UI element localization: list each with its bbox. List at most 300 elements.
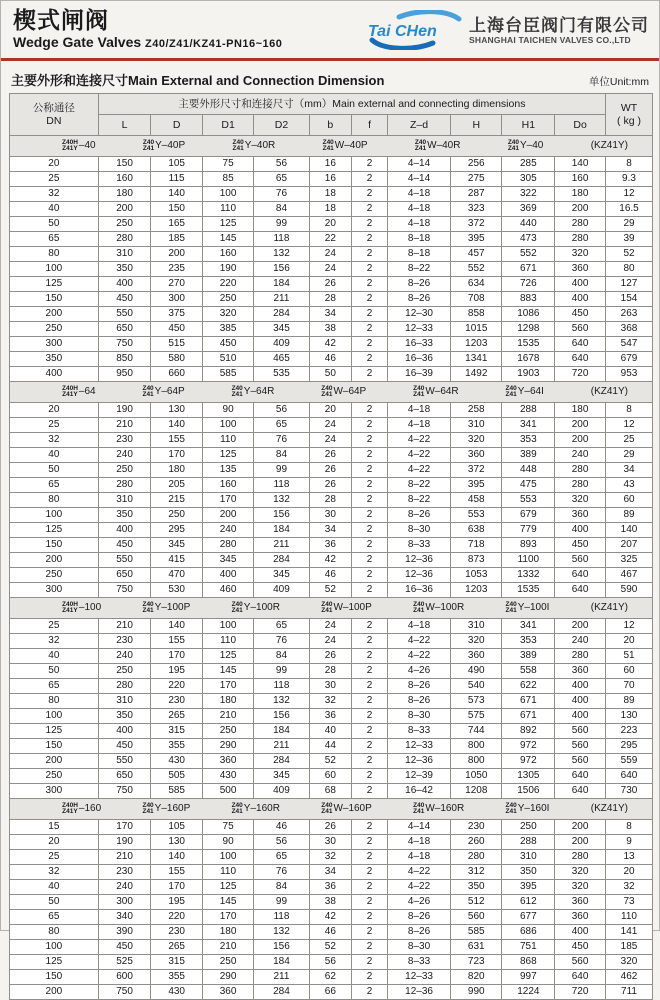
table-cell: 110 (202, 202, 253, 217)
table-cell: 360 (555, 910, 606, 925)
table-cell: 12–36 (388, 985, 451, 1000)
table-cell: 185 (606, 940, 653, 955)
table-cell: 25 (10, 619, 99, 634)
table-cell: 76 (254, 187, 309, 202)
table-cell: 250 (10, 769, 99, 784)
table-cell: 640 (555, 583, 606, 598)
table-cell: 1050 (451, 769, 502, 784)
table-cell: 2 (352, 403, 388, 418)
table-cell: 150 (98, 157, 151, 172)
table-cell: 280 (555, 232, 606, 247)
table-cell: 4–14 (388, 172, 451, 187)
table-cell: 16–33 (388, 337, 451, 352)
table-cell: 2 (352, 925, 388, 940)
table-cell: 2 (352, 553, 388, 568)
table-cell: 20 (309, 217, 351, 232)
table-cell: 350 (98, 709, 151, 724)
table-cell: 8–26 (388, 292, 451, 307)
table-cell: 84 (254, 448, 309, 463)
table-row (10, 307, 653, 322)
table-cell: 280 (555, 649, 606, 664)
table-cell: 60 (606, 493, 653, 508)
table-cell: 600 (98, 970, 151, 985)
column-header: H1 (502, 115, 555, 136)
wt-column-header (606, 94, 653, 136)
table-cell: 723 (451, 955, 502, 970)
table-cell: 260 (451, 835, 502, 850)
table-cell: 2 (352, 679, 388, 694)
table-cell: 640 (555, 352, 606, 367)
table-cell: 8 (606, 403, 653, 418)
table-cell: 2 (352, 478, 388, 493)
table-cell: 320 (202, 307, 253, 322)
table-row (10, 754, 653, 769)
table-cell: 650 (98, 769, 151, 784)
table-cell: 320 (555, 493, 606, 508)
table-cell: 1208 (451, 784, 502, 799)
table-cell: 350 (451, 880, 502, 895)
table-cell: 2 (352, 172, 388, 187)
model-designation: Z40 Z41 Y–100P (142, 601, 191, 614)
table-cell: 30 (309, 835, 351, 850)
model-designation: Z40 Z41 Y–160P (142, 802, 191, 815)
column-header: D1 (202, 115, 253, 136)
table-cell: 720 (555, 985, 606, 1000)
table-cell: 190 (202, 262, 253, 277)
table-cell: 530 (151, 583, 202, 598)
table-cell: 223 (606, 724, 653, 739)
table-cell: 42 (309, 553, 351, 568)
table-head-row-1 (10, 94, 653, 115)
table-cell: 2 (352, 538, 388, 553)
model-designation: Z40 Z41 Y–100I (505, 601, 550, 614)
company-block (469, 16, 649, 45)
table-cell: 345 (202, 553, 253, 568)
table-cell: 400 (555, 709, 606, 724)
table-cell: 284 (254, 553, 309, 568)
table-cell: 2 (352, 724, 388, 739)
table-cell: 450 (98, 292, 151, 307)
table-cell: 230 (151, 694, 202, 709)
table-cell: 20 (309, 403, 351, 418)
table-cell: 24 (309, 634, 351, 649)
model-designation: Z40 Z41 W–64R (413, 385, 459, 398)
table-cell: 26 (309, 649, 351, 664)
table-row (10, 538, 653, 553)
table-cell: 207 (606, 538, 653, 553)
model-designation: Z40 Z41 W–64P (321, 385, 367, 398)
table-cell: 230 (451, 820, 502, 835)
model-designation: Z40 Z41 Y–64R (231, 385, 275, 398)
table-cell: 75 (202, 157, 253, 172)
table-cell: 858 (451, 307, 502, 322)
table-cell: 372 (451, 217, 502, 232)
table-cell: 300 (10, 337, 99, 352)
table-cell: 525 (98, 955, 151, 970)
table-cell: 345 (254, 322, 309, 337)
table-cell: 505 (151, 769, 202, 784)
table-cell: 30 (309, 508, 351, 523)
table-cell: 200 (10, 553, 99, 568)
table-cell: 40 (309, 724, 351, 739)
table-cell: 100 (10, 262, 99, 277)
table-row (10, 694, 653, 709)
table-cell: 4–26 (388, 664, 451, 679)
table-cell: 2 (352, 709, 388, 724)
table-cell: 1203 (451, 337, 502, 352)
table-cell: 1305 (502, 769, 555, 784)
table-cell: 20 (10, 403, 99, 418)
table-cell: 80 (10, 493, 99, 508)
table-cell: 2 (352, 910, 388, 925)
table-cell: 184 (254, 724, 309, 739)
table-cell: 12–36 (388, 553, 451, 568)
model-designation: (KZ41Y) (590, 140, 628, 151)
table-cell: 76 (254, 433, 309, 448)
table-cell: 450 (98, 538, 151, 553)
table-cell: 552 (502, 247, 555, 262)
table-cell: 160 (202, 478, 253, 493)
table-cell: 211 (254, 538, 309, 553)
table-cell: 42 (309, 910, 351, 925)
table-cell: 125 (202, 649, 253, 664)
table-row (10, 262, 653, 277)
table-cell: 355 (151, 970, 202, 985)
table-cell: 800 (451, 754, 502, 769)
table-cell: 510 (202, 352, 253, 367)
table-cell: 500 (202, 784, 253, 799)
table-cell: 180 (202, 925, 253, 940)
table-cell: 16–42 (388, 784, 451, 799)
table-cell: 195 (151, 895, 202, 910)
table-cell: 2 (352, 850, 388, 865)
table-cell: 8–18 (388, 232, 451, 247)
table-cell: 12 (606, 187, 653, 202)
table-cell: 32 (10, 187, 99, 202)
table-cell: 622 (502, 679, 555, 694)
table-row (10, 850, 653, 865)
model-designation: Z40 Z41 W–40P (322, 139, 368, 152)
table-cell: 560 (555, 553, 606, 568)
table-cell: 140 (606, 523, 653, 538)
dn-label-cn: 公称通径 (32, 101, 75, 114)
table-cell: 990 (451, 985, 502, 1000)
table-cell: 99 (254, 895, 309, 910)
table-cell: 250 (202, 724, 253, 739)
table-cell: 150 (151, 202, 202, 217)
table-cell: 1224 (502, 985, 555, 1000)
table-cell: 195 (151, 664, 202, 679)
table-cell: 400 (98, 724, 151, 739)
table-cell: 4–22 (388, 433, 451, 448)
table-cell: 40 (10, 448, 99, 463)
table-cell: 140 (555, 157, 606, 172)
table-cell: 369 (502, 202, 555, 217)
table-cell: 8–26 (388, 694, 451, 709)
table-cell: 280 (451, 850, 502, 865)
table-cell: 141 (606, 925, 653, 940)
table-row (10, 337, 653, 352)
table-cell: 4–18 (388, 835, 451, 850)
table-cell: 2 (352, 955, 388, 970)
table-row (10, 865, 653, 880)
table-cell: 1203 (451, 583, 502, 598)
table-row (10, 649, 653, 664)
table-cell: 110 (202, 433, 253, 448)
table-row (10, 985, 653, 1000)
table-cell: 40 (10, 202, 99, 217)
table-cell: 726 (502, 277, 555, 292)
table-cell: 89 (606, 694, 653, 709)
table-cell: 99 (254, 664, 309, 679)
table-cell: 820 (451, 970, 502, 985)
table-cell: 220 (202, 277, 253, 292)
table-cell: 320 (555, 247, 606, 262)
table-cell: 140 (151, 418, 202, 433)
table-cell: 779 (502, 523, 555, 538)
table-cell: 395 (451, 232, 502, 247)
table-cell: 9.3 (606, 172, 653, 187)
table-cell: 210 (98, 619, 151, 634)
table-cell: 200 (202, 508, 253, 523)
table-cell: 1903 (502, 367, 555, 382)
table-row (10, 463, 653, 478)
table-cell: 155 (151, 433, 202, 448)
table-cell: 2 (352, 649, 388, 664)
table-cell: 2 (352, 895, 388, 910)
table-cell: 8–18 (388, 247, 451, 262)
table-cell: 2 (352, 985, 388, 1000)
table-row (10, 679, 653, 694)
table-cell: 205 (151, 478, 202, 493)
wt-label: WT (620, 101, 638, 114)
table-cell: 275 (451, 172, 502, 187)
table-cell: 46 (309, 925, 351, 940)
table-cell: 65 (254, 850, 309, 865)
table-cell: 80 (10, 247, 99, 262)
table-cell: 250 (502, 820, 555, 835)
table-cell: 345 (151, 538, 202, 553)
table-cell: 230 (98, 433, 151, 448)
table-cell: 12–30 (388, 307, 451, 322)
table-row (10, 217, 653, 232)
table-cell: 4–14 (388, 157, 451, 172)
table-cell: 2 (352, 820, 388, 835)
table-cell: 52 (309, 583, 351, 598)
table-row (10, 568, 653, 583)
table-cell: 315 (151, 955, 202, 970)
table-cell: 211 (254, 292, 309, 307)
table-cell: 40 (10, 880, 99, 895)
table-row (10, 508, 653, 523)
table-cell: 288 (502, 403, 555, 418)
table-cell: 32 (10, 634, 99, 649)
table-cell: 465 (254, 352, 309, 367)
table-cell: 638 (451, 523, 502, 538)
column-header: Do (555, 115, 606, 136)
table-cell: 310 (451, 619, 502, 634)
table-cell: 560 (555, 955, 606, 970)
table-cell: 280 (98, 478, 151, 493)
table-cell: 4–18 (388, 403, 451, 418)
table-cell: 360 (451, 448, 502, 463)
table-row (10, 493, 653, 508)
table-cell: 12–33 (388, 739, 451, 754)
table-cell: 553 (502, 493, 555, 508)
table-cell: 997 (502, 970, 555, 985)
table-cell: 560 (451, 910, 502, 925)
table-cell: 46 (254, 820, 309, 835)
table-row (10, 880, 653, 895)
table-cell: 8–30 (388, 709, 451, 724)
table-cell: 4–22 (388, 649, 451, 664)
table-cell: 26 (309, 820, 351, 835)
table-row (10, 292, 653, 307)
table-cell: 36 (309, 538, 351, 553)
table-cell: 250 (10, 568, 99, 583)
table-cell: 50 (10, 217, 99, 232)
table-cell: 200 (555, 202, 606, 217)
table-cell: 686 (502, 925, 555, 940)
table-cell: 80 (606, 262, 653, 277)
table-cell: 475 (502, 478, 555, 493)
table-cell: 150 (10, 538, 99, 553)
column-header: D2 (254, 115, 309, 136)
table-cell: 355 (151, 739, 202, 754)
table-row (10, 232, 653, 247)
table-cell: 24 (309, 433, 351, 448)
table-cell: 450 (98, 739, 151, 754)
table-cell: 25 (10, 850, 99, 865)
table-cell: 211 (254, 970, 309, 985)
model-designation: Z40 Z41 Y–40R (232, 139, 276, 152)
table-cell: 210 (98, 418, 151, 433)
table-cell: 409 (254, 583, 309, 598)
table-cell: 320 (451, 433, 502, 448)
table-cell: 2 (352, 970, 388, 985)
table-cell: 22 (309, 232, 351, 247)
table-cell: 160 (202, 247, 253, 262)
table-cell: 430 (151, 985, 202, 1000)
table-cell: 8–30 (388, 523, 451, 538)
table-cell: 43 (606, 478, 653, 493)
table-cell: 13 (606, 850, 653, 865)
table-cell: 270 (151, 277, 202, 292)
table-cell: 550 (98, 754, 151, 769)
table-cell: 140 (151, 619, 202, 634)
table-cell: 62 (309, 970, 351, 985)
model-designation: Z40 Z41 Y–64P (142, 385, 185, 398)
table-cell: 389 (502, 649, 555, 664)
table-cell: 12–36 (388, 754, 451, 769)
page-header (1, 1, 659, 55)
table-cell: 170 (151, 880, 202, 895)
table-cell: 350 (502, 865, 555, 880)
table-cell: 190 (98, 403, 151, 418)
table-row (10, 664, 653, 679)
table-cell: 2 (352, 940, 388, 955)
table-cell: 4–22 (388, 634, 451, 649)
table-cell: 24 (309, 262, 351, 277)
table-row (10, 724, 653, 739)
table-cell: 2 (352, 433, 388, 448)
table-cell: 50 (309, 367, 351, 382)
table-cell: 250 (10, 322, 99, 337)
table-cell: 671 (502, 694, 555, 709)
model-designation: Z40H Z41Y –64 (62, 385, 96, 398)
table-cell: 340 (98, 910, 151, 925)
table-cell: 360 (555, 508, 606, 523)
table-row (10, 955, 653, 970)
table-cell: 4–22 (388, 880, 451, 895)
table-cell: 16–39 (388, 367, 451, 382)
model-designation: Z40H Z41Y –100 (62, 601, 102, 614)
table-row (10, 739, 653, 754)
table-cell: 25 (10, 418, 99, 433)
table-cell: 211 (254, 739, 309, 754)
table-cell: 46 (309, 352, 351, 367)
table-cell: 250 (202, 955, 253, 970)
table-cell: 2 (352, 187, 388, 202)
table-cell: 372 (451, 463, 502, 478)
dims-group-header: 主要外形尺寸和连接尺寸（mm）Main external and connecting dimensions (98, 94, 605, 115)
table-cell: 305 (502, 172, 555, 187)
table-cell: 100 (10, 940, 99, 955)
table-cell: 400 (98, 277, 151, 292)
table-cell: 170 (202, 679, 253, 694)
table-cell: 280 (555, 217, 606, 232)
table-cell: 68 (309, 784, 351, 799)
model-designation: Z40H Z41Y –40 (62, 139, 96, 152)
table-cell: 16 (309, 157, 351, 172)
model-designation: (KZ41Y) (590, 386, 628, 397)
table-cell: 65 (10, 679, 99, 694)
table-cell: 200 (555, 835, 606, 850)
table-cell: 240 (98, 880, 151, 895)
table-cell: 50 (10, 895, 99, 910)
table-cell: 84 (254, 202, 309, 217)
table-cell: 300 (10, 583, 99, 598)
table-cell: 118 (254, 478, 309, 493)
model-designation: (KZ41Y) (590, 602, 628, 613)
table-cell: 200 (555, 433, 606, 448)
table-cell: 312 (451, 865, 502, 880)
table-cell: 353 (502, 634, 555, 649)
table-cell: 60 (309, 769, 351, 784)
table-cell: 184 (254, 277, 309, 292)
dimension-table (9, 93, 653, 1000)
table-cell: 288 (502, 835, 555, 850)
table-cell: 156 (254, 262, 309, 277)
table-cell: 184 (254, 523, 309, 538)
table-cell: 28 (309, 292, 351, 307)
table-cell: 360 (555, 262, 606, 277)
taichen-logo-icon (367, 10, 463, 50)
table-cell: 156 (254, 709, 309, 724)
table-cell: 12–33 (388, 970, 451, 985)
table-cell: 559 (606, 754, 653, 769)
table-cell: 320 (451, 634, 502, 649)
table-cell: 430 (202, 769, 253, 784)
table-cell: 210 (98, 850, 151, 865)
table-cell: 718 (451, 538, 502, 553)
table-cell: 180 (98, 187, 151, 202)
table-cell: 679 (606, 352, 653, 367)
table-cell: 972 (502, 739, 555, 754)
table-cell: 65 (254, 418, 309, 433)
table-cell: 2 (352, 634, 388, 649)
table-cell: 450 (555, 307, 606, 322)
